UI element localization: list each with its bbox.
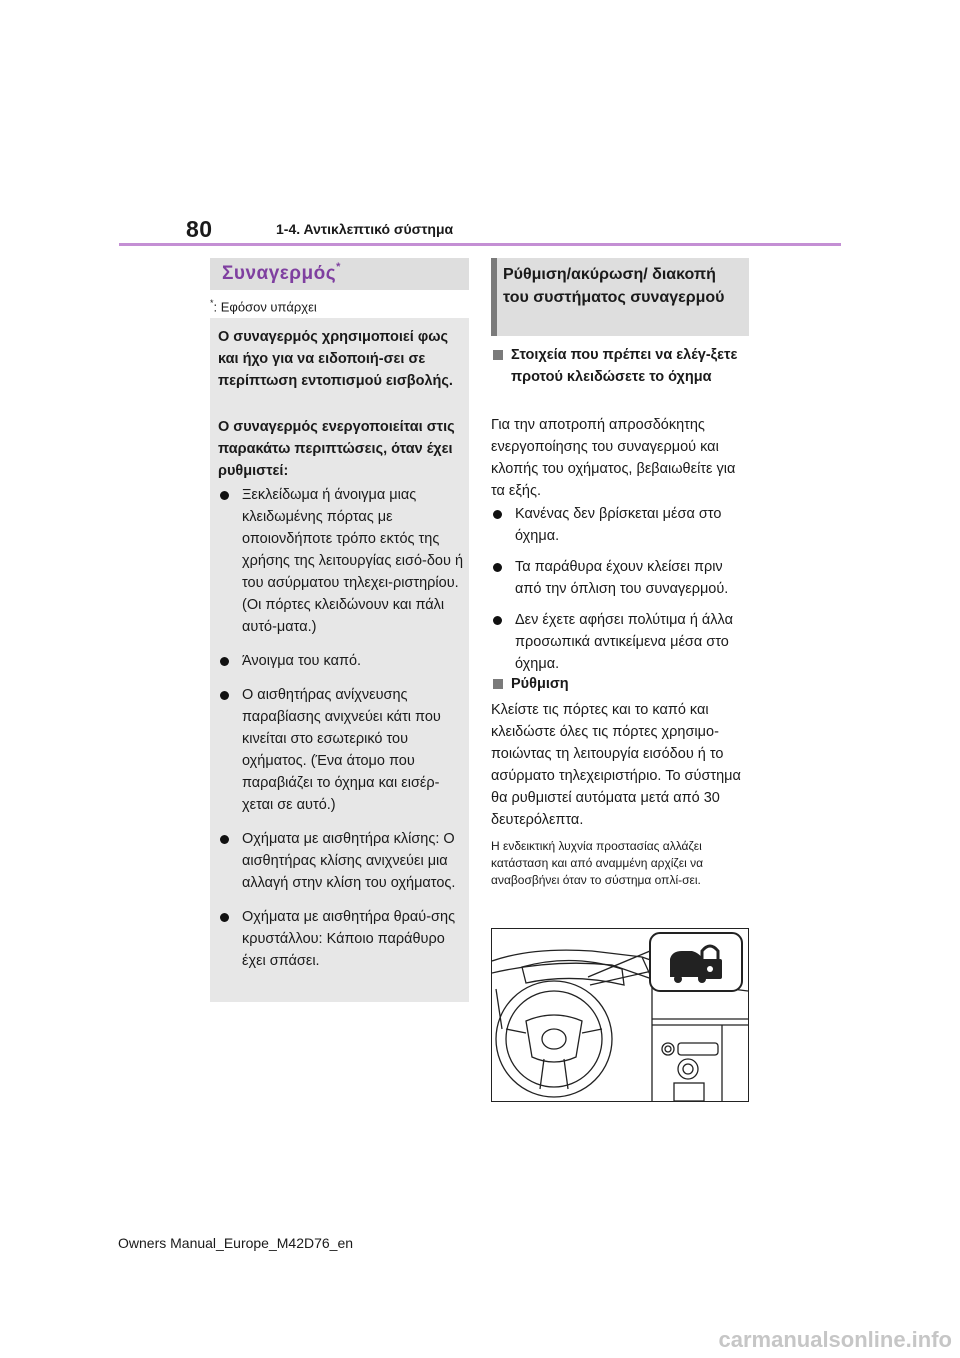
alarm-trigger-list [218, 484, 464, 984]
setting-subheading [491, 673, 749, 695]
list-item [218, 484, 464, 638]
subheading-text: Στοιχεία που πρέπει να ελέγ-ξετε προτού κλειδώσετε το όχημα [511, 347, 738, 385]
bullet-icon [220, 657, 229, 666]
page-number: 80 [186, 216, 213, 242]
square-bullet-icon [493, 350, 503, 360]
dashboard-drawing [492, 929, 748, 1101]
subheading-text: Ρύθμιση [511, 676, 569, 692]
list-item-text: Τα παράθυρα έχουν κλείσει πριν από την όπλιση του συναγερμού. [515, 559, 729, 597]
list-item-text: Οχήματα με αισθητήρα θραύ-σης κρυστάλλου: Κάποιο παράθυρο έχει σπάσει. [242, 909, 456, 969]
watermark: carmanualsonline.info [718, 1327, 952, 1352]
alarm-heading [210, 258, 469, 290]
header-rule [119, 243, 841, 246]
bullet-icon [493, 563, 502, 572]
list-item-text: Οχήματα με αισθητήρα κλίσης: Ο αισθητήρας κλίσης ανιχνεύει μια αλλαγή στην κλίση του οχήματος. [242, 831, 456, 891]
list-item [491, 503, 749, 547]
check-items-intro: Για την αποτροπή απροσδόκητης ενεργοποίησης του συναγερμού και κλοπής του οχήματος, βεβαιωθείτε για τα εξής. [491, 417, 736, 499]
list-item [218, 906, 464, 972]
list-item-text: Ο αισθητήρας ανίχνευσης παραβίασης ανιχνεύει κάτι που κινείται στο εσωτερικό του οχήματος. (Ένα άτομο που παραβιάζει το όχημα και εισέρ-χεται σε αυτό.) [242, 687, 441, 813]
alarm-heading-marker: * [336, 261, 341, 273]
list-item-text: Ξεκλείδωμα ή άνοιγμα μιας κλειδωμένης πόρτας με οποιονδήποτε τρόπο εκτός της χρήσης της λειτουργίας εισό-δου ή του ασύρματου τηλεχει-ριστηρίου. (Οι πόρτες κλειδώνουν και πάλι αυτό-ματα.) [242, 487, 464, 635]
alarm-info-box [210, 318, 469, 1002]
check-items-list [491, 503, 749, 684]
check-items-subheading [491, 344, 749, 388]
dashboard-illustration [491, 928, 749, 1102]
setting-heading-text: Ρύθμιση/ακύρωση/ διακοπή του συστήματος συναγερμού [503, 266, 725, 306]
list-item [218, 828, 464, 894]
indicator-note: Η ενδεικτική λυχνία προστασίας αλλάζει κατάσταση και από αναμμένη αρχίζει να αναβοσβήνει όταν το σύστημα οπλί-σει. [491, 839, 704, 887]
bullet-icon [493, 616, 502, 625]
footnote [210, 298, 317, 314]
setting-paragraph: Κλείστε τις πόρτες και το καπό και κλειδώστε όλες τις πόρτες χρησιμο-ποιώντας τη λειτουργία εισόδου ή το ασύρματο τηλεχειριστήριο. Το σύστημα θα ρυθμιστεί αυτόματα μετά από 30 δευτερόλεπτα. [491, 702, 741, 828]
list-item [491, 609, 749, 675]
footnote-text: : Εφόσον υπάρχει [213, 299, 317, 315]
list-item [218, 650, 464, 672]
list-item-text: Κανένας δεν βρίσκεται μέσα στο όχημα. [515, 506, 722, 544]
bullet-icon [220, 913, 229, 922]
setting-heading [491, 258, 749, 336]
footnote-marker: * [210, 298, 214, 308]
alarm-intro-1: Ο συναγερμός χρησιμοποιεί φως και ήχο για να ειδοποιή-σει σε περίπτωση εντοπισμού εισβολής. [218, 329, 453, 389]
list-item [218, 684, 464, 816]
list-item [491, 556, 749, 600]
list-item-text: Δεν έχετε αφήσει πολύτιμα ή άλλα προσωπικά αντικείμενα μέσα στο όχημα. [515, 612, 733, 672]
alarm-intro-2: Ο συναγερμός ενεργοποιείται στις παρακάτω περιπτώσεις, όταν έχει ρυθμιστεί: [218, 419, 455, 479]
section-title: 1-4. Αντικλεπτικό σύστημα [276, 221, 454, 237]
car-lock-indicator-icon [650, 933, 742, 991]
alarm-heading-text: Συναγερμός [222, 263, 337, 284]
square-bullet-icon [493, 679, 503, 689]
list-item-text: Άνοιγμα του καπό. [242, 653, 362, 669]
footer: Owners Manual_Europe_M42D76_en [118, 1235, 354, 1251]
bullet-icon [220, 835, 229, 844]
bullet-icon [493, 510, 502, 519]
heading-stripe [491, 258, 497, 336]
bullet-icon [220, 491, 229, 500]
bullet-icon [220, 691, 229, 700]
